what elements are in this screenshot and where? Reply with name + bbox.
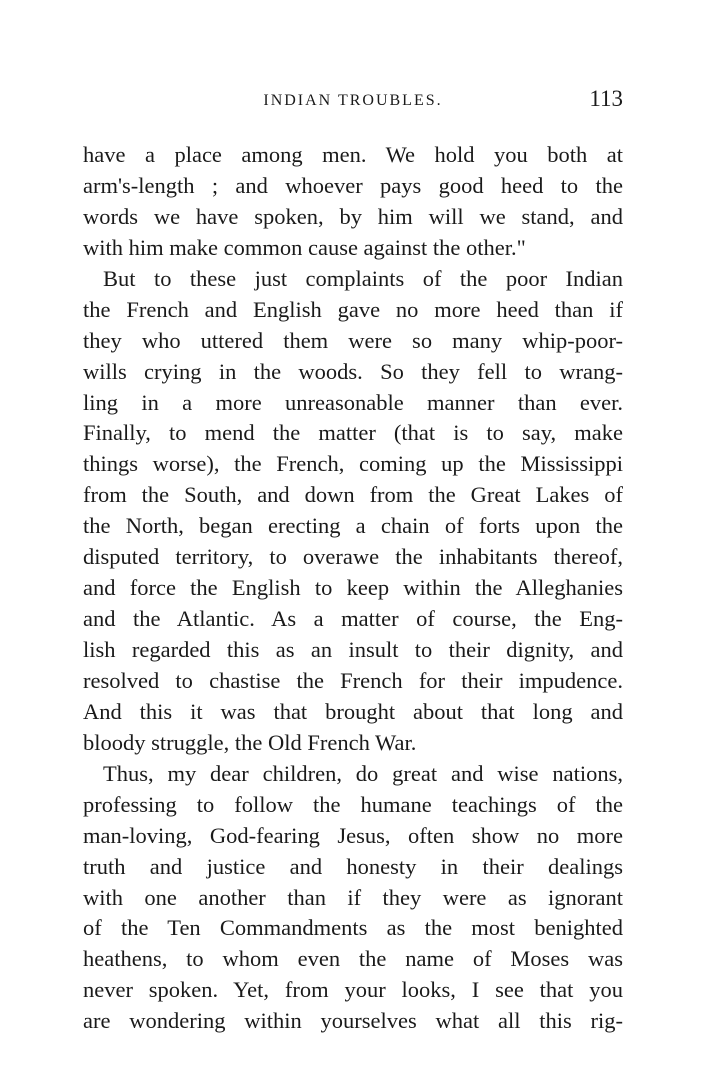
text-line: disputed territory, to overawe the inhabitants thereof, (83, 544, 623, 570)
page-header (83, 86, 623, 116)
text-line: And this it was that brought about that long and (83, 698, 623, 724)
text-line: have a place among men. We hold you both at (83, 142, 623, 167)
text-line: lish regarded this as an insult to their dignity, and (83, 637, 623, 662)
text-line: heathens, to whom even the name of Moses was (83, 946, 623, 972)
text-line: the North, began erecting a chain of forts upon the (83, 513, 623, 539)
text-line: from the South, and down from the Great Lakes of (83, 482, 623, 508)
text-line: arm's-length ; and whoever pays good heed to the (83, 172, 623, 198)
page-body-text (83, 140, 623, 1037)
text-line: and the Atlantic. As a matter of course, the Eng- (83, 606, 623, 632)
text-line: resolved to chastise the French for their impudence. (83, 667, 623, 693)
text-line: they who uttered them were so many whip-poor- (83, 327, 623, 353)
text-line: Finally, to mend the matter (that is to say, make (83, 420, 623, 446)
text-line: wills crying in the woods. So they fell to wrang- (83, 358, 623, 384)
text-line: with him make common cause against the other." (83, 234, 526, 260)
text-line: the French and English gave no more heed than if (83, 296, 623, 322)
text-line: words we have spoken, by him will we stand, and (83, 203, 623, 229)
text-line: Thus, my dear children, do great and wise nations, (103, 760, 623, 786)
text-line: man-loving, God-fearing Jesus, often show no more (83, 822, 623, 848)
text-line: and force the English to keep within the Alleghanies (83, 575, 623, 601)
text-line: are wondering within yourselves what all this rig- (83, 1008, 623, 1034)
text-line: ling in a more unreasonable manner than ever. (83, 389, 623, 415)
page-number: 113 (589, 86, 623, 111)
text-line: But to these just complaints of the poor Indian (103, 265, 623, 291)
text-line: things worse), the French, coming up the Mississippi (83, 451, 623, 477)
text-line: with one another than if they were as ignorant (83, 884, 623, 910)
text-line: of the Ten Commandments as the most benighted (83, 915, 623, 941)
running-title: INDIAN TROUBLES. (263, 92, 443, 109)
text-line: bloody struggle, the Old French War. (83, 729, 417, 755)
text-line: truth and justice and honesty in their dealings (83, 853, 623, 879)
text-line: professing to follow the humane teachings of the (83, 791, 623, 817)
text-line: never spoken. Yet, from your looks, I see that you (83, 977, 623, 1003)
